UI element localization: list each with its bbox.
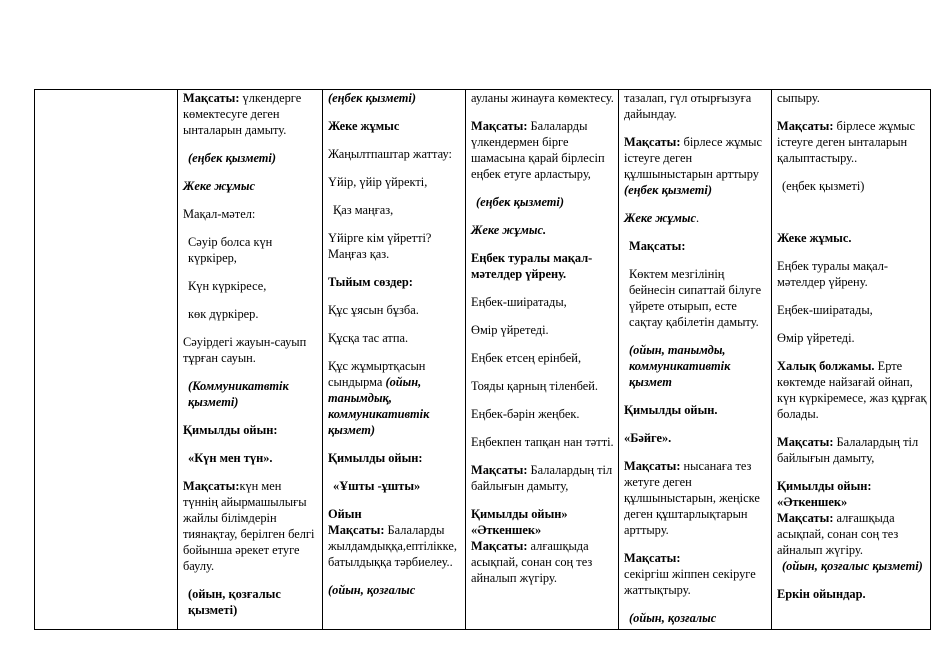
text-line: Өмір үйретеді.	[471, 323, 549, 337]
goal-paragraph: Мақсаты: Балаларды жылдамдыққа,ептілікке, батылдыққа тәрбиелеу..	[328, 523, 457, 569]
text-line: Мақал-мәтел:	[183, 207, 256, 221]
text-line: Үйір, үйір үйректі,	[328, 175, 428, 189]
goal-label: Мақсаты:	[629, 239, 686, 253]
section-heading: Еңбек туралы мақал-мәтелдер үйрену.	[471, 251, 593, 281]
text-line: ауланы жинауға көмектесу.	[471, 91, 614, 105]
activity-type: (ойын, қозғалыс	[328, 583, 416, 597]
text-line: Қаз маңғаз,	[333, 203, 394, 217]
text-line: Жаңылтпаштар жаттау:	[328, 147, 452, 161]
goal-paragraph: Мақсаты: үлкендерге көмектесуге деген ынталарын дамыту.	[183, 91, 302, 137]
table-column-2	[322, 90, 465, 629]
table-column-5	[771, 90, 932, 629]
game-title: «Ұшты -ұшты»	[333, 479, 421, 493]
text-line: көк дүркірер.	[188, 307, 259, 321]
activity-type: (ойын, қозғалыс	[629, 611, 717, 625]
activity-type: (ойын, қозғалыс қызметі)	[188, 587, 281, 617]
game-title: «Бәйге».	[624, 431, 672, 445]
text-line: секіргіш жіппен секіруге жаттықтыру.	[624, 567, 756, 597]
activity-type: (еңбек қызметі)	[328, 91, 416, 105]
goal-paragraph: Мақсаты: нысанаға тез жетуге деген құлшыныстарын, жеңіске деген құштарлықтарын арттыру.	[624, 459, 760, 537]
goal-paragraph: Мақсаты: бірлесе жұмыс істеуге деген құлшыныстарын арттыру (еңбек қызметі)	[624, 135, 762, 197]
empty-column	[35, 90, 177, 629]
activity-type: (ойын, танымды, коммуникативтік қызмет	[629, 343, 731, 389]
activity-type: (еңбек қызметі)	[476, 195, 564, 209]
goal-paragraph: Мақсаты: бірлесе жұмыс істеуге деген ынталарын қалыптастыру..	[777, 119, 915, 165]
section-heading: Қимылды ойын:	[328, 451, 423, 465]
section-heading: Тыйым сөздер:	[328, 275, 413, 289]
game-title: «Әткеншек»	[471, 523, 542, 537]
goal-paragraph: Мақсаты: Балалардың тіл байлығын дамыту,	[471, 463, 613, 493]
section-heading: Еркін ойындар.	[777, 587, 866, 601]
goal-paragraph: Мақсаты: Балаларды үлкендермен бірге шамасына қарай бірлесіп еңбек етуге арластыру,	[471, 119, 605, 181]
text-line: Көктем мезгілінің бейнесін сипаттай білуге үйрете отырып, есте сақтау қабілетін дамыту.	[629, 267, 762, 329]
text-line: Еңбек туралы мақал-мәтелдер үйрену.	[777, 259, 889, 289]
activity-type: (еңбек қызметі)	[188, 151, 276, 165]
section-heading: Қимылды ойын:	[777, 479, 872, 493]
goal-paragraph: Мақсаты:күн мен түннің айырмашылығы жайлы білімдерін тиянақтау, берілген белгі бойынша әрекет етуге баулу.	[183, 479, 315, 573]
section-heading: Қимылды ойын:	[183, 423, 278, 437]
section-heading: Жеке жұмыс.	[777, 231, 852, 245]
text-line: Еңбекпен тапқан нан тәтті.	[471, 435, 614, 449]
activity-type: (ойын, қозғалыс қызметі)	[782, 559, 923, 573]
text-line: Өмір үйретеді.	[777, 331, 855, 345]
text-line: Үйірге кім үйретті? Маңғаз қаз.	[328, 231, 432, 261]
activity-type: (еңбек қызметі)	[782, 179, 865, 193]
text-line: Халық болжамы. Ерте көктемде найзағай ойнап, күн күркіремесе, жаз құрғақ болады.	[777, 359, 927, 421]
text-line: Еңбек-шиіратады,	[777, 303, 873, 317]
section-heading: Қимылды ойын.	[624, 403, 718, 417]
text-line: Құсқа тас атпа.	[328, 331, 409, 345]
text-line: Құс ұясын бұзба.	[328, 303, 419, 317]
goal-paragraph: Мақсаты: алғашқыда асықпай, сонан соң тез айналып жүгіру.	[777, 511, 899, 557]
game-title: «Күн мен түн».	[188, 451, 273, 465]
section-heading: Жеке жұмыс	[328, 119, 400, 133]
game-title: «Әткеншек»	[777, 495, 848, 509]
text-line: сыпыру.	[777, 91, 820, 105]
table-column-1	[177, 90, 322, 629]
activity-type: (Коммуникатвтік қызметі)	[188, 379, 289, 409]
text-line: Күн күркіресе,	[188, 279, 267, 293]
text-line: Сәуір болса күн күркірер,	[188, 235, 273, 265]
text-line: Еңбек-шиіратады,	[471, 295, 567, 309]
text-line: тазалап, гүл отырғызуға дайындау.	[624, 91, 752, 121]
table-column-3	[465, 90, 618, 629]
text-line: Еңбек-бәрін жеңбек.	[471, 407, 580, 421]
text-line: Сәуірдегі жауын-сауып тұрған сауын.	[183, 335, 307, 365]
schedule-table	[34, 89, 931, 630]
text-line: Ойын	[328, 507, 362, 521]
text-line: Құс жұмыртқасын сындырма (ойын, танымдық, коммуникативтік қызмет)	[328, 359, 430, 437]
text-line: Еңбек етсең ерінбей,	[471, 351, 582, 365]
table-column-4	[618, 90, 771, 629]
section-heading: Жеке жұмыс.	[471, 223, 547, 237]
section-heading: Жеке жұмыс.	[624, 211, 700, 225]
goal-label: Мақсаты:	[624, 551, 681, 565]
goal-paragraph: Мақсаты: алғашқыда асықпай, сонан соң тез айналып жүгіру.	[471, 539, 593, 585]
goal-paragraph: Мақсаты: Балалардың тіл байлығын дамыту,	[777, 435, 919, 465]
section-heading: Жеке жұмыс	[183, 179, 255, 193]
section-heading: Қимылды ойын»	[471, 507, 568, 521]
text-line: Тояды қарның тіленбей.	[471, 379, 598, 393]
